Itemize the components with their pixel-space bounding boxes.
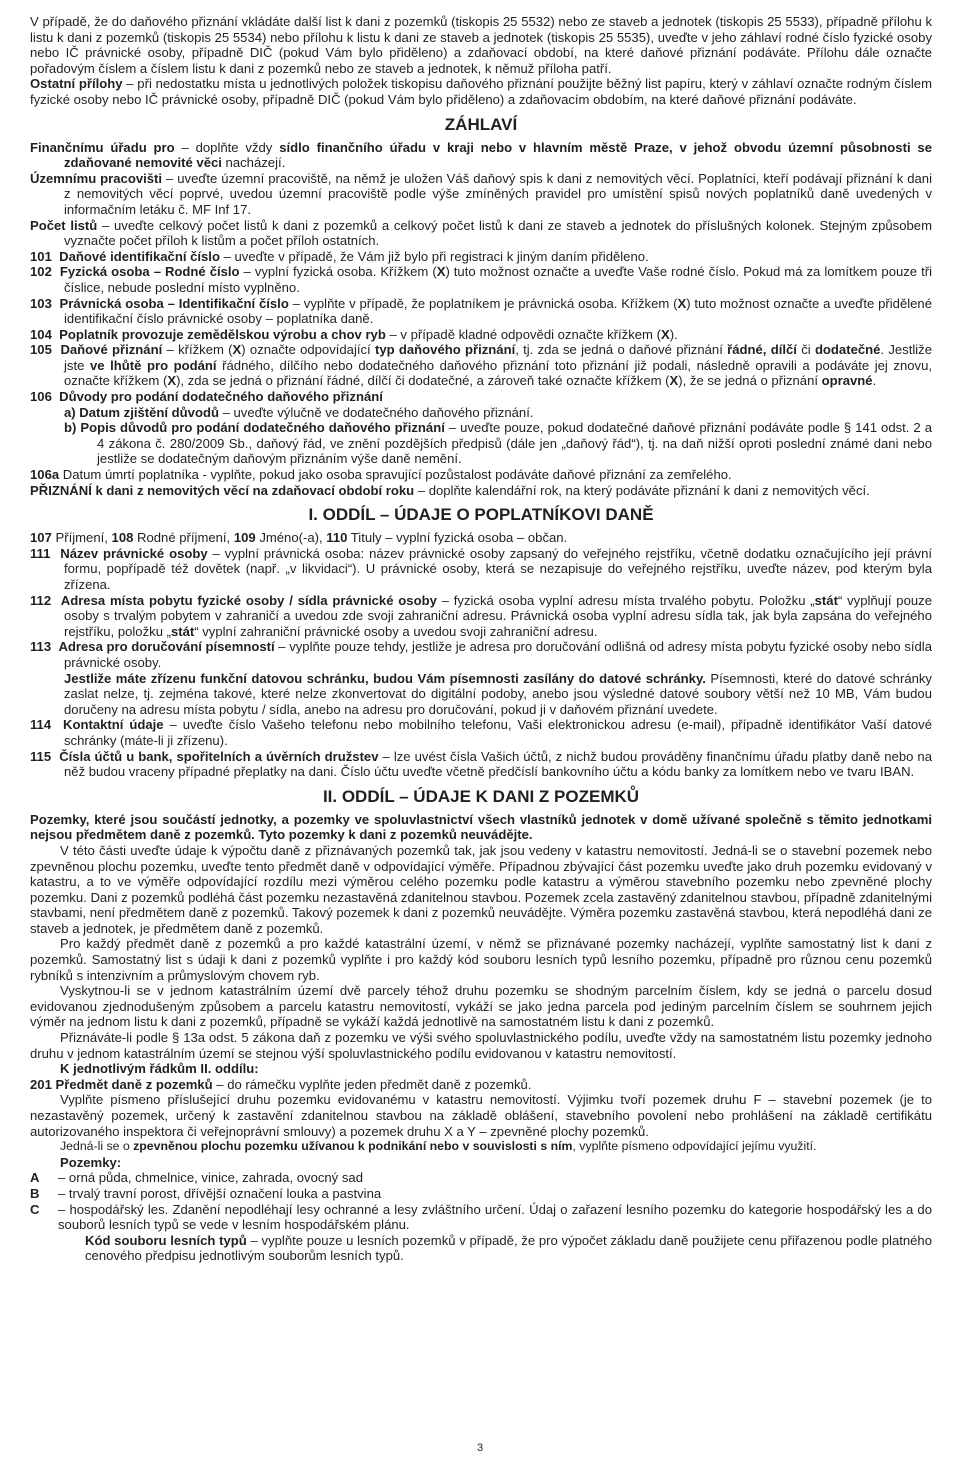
row-number: 106 bbox=[30, 389, 52, 405]
row-label: Fyzická osoba – Rodné číslo bbox=[59, 264, 240, 280]
row-text: ) tuto možnost označte a uveďte Vaše rodné číslo. Pokud má za lomítkem pouze tři číslice, nebude poslední místo vyplněno. bbox=[64, 264, 932, 295]
section-2-heading: II. ODDÍL – ÚDAJE K DANI Z POZEMKŮ bbox=[322, 786, 640, 806]
pocet-listu-paragraph bbox=[30, 218, 932, 249]
row-number: 103 bbox=[30, 295, 52, 311]
row-201-paragraph-2 bbox=[30, 1139, 932, 1155]
other-attachments-label: Ostatní přílohy bbox=[30, 76, 123, 92]
legend-key: C bbox=[30, 1201, 40, 1217]
row-114 bbox=[30, 717, 932, 748]
priznani-paragraph bbox=[30, 483, 932, 499]
row-112 bbox=[30, 593, 932, 640]
row-bold: řádné, dílčí bbox=[727, 342, 797, 358]
row-text: ), zda se jedná o přiznání řádné, dílčí či dodatečné, a zároveň také označte křížkem ( bbox=[176, 373, 670, 389]
row-text: “ vyplňují pouze osoby s trvalým pobytem v zahraničí a uvedou zde svoji zahraniční adresu. Právnická osoba vyplní adresu sídla tak, jak byla zapsána do veřejného rejstříku, položku „ bbox=[64, 592, 932, 639]
row-number: 111 bbox=[30, 545, 51, 561]
financni-urad-bold: sídlo finančního úřadu v kraji nebo v hlavním městě Praze, v jehož obvodu územní působnosti se zdaňované nemovité věci bbox=[64, 139, 932, 171]
other-attachments-paragraph bbox=[30, 76, 932, 107]
row-bold: opravné bbox=[821, 373, 873, 389]
row-label: Čísla účtů u bank, spořitelních a úvěrních družstev bbox=[59, 748, 379, 764]
row-106-a bbox=[30, 405, 932, 421]
row-number: 108 bbox=[111, 530, 134, 546]
legend-text: trvalý travní porost, dřívější označení louka a pastvina bbox=[68, 1185, 382, 1201]
other-attachments-text: – při nedostatku místa u jednotlivých položek tiskopisu daňového přiznání použijte běžný list papíru, který v záhlaví označte rodným číslem fyzické osoby nebo IČ právnické osoby, případně DIČ (pokud Vám bylo přiděleno) a zdaňovacím obdobím, na které daňové přiznání podáváte. bbox=[30, 76, 932, 107]
section-1-heading: I. ODDÍL – ÚDAJE O POPLATNÍKOVI DANĚ bbox=[308, 505, 654, 525]
row-106a bbox=[30, 467, 932, 483]
uzemni-pracoviste-text: – uveďte územní pracoviště, na němž je uložen Váš daňový spis k dani z nemovitých věcí. Poplatníci, kteří podávají přiznání k dani z nemovitých věcí poprvé, uvedou územní pracoviště podle výše zmíněných pravidel pro umístění spisů nových poplatníků daně uvedených v informačním letáku č. MF Inf 17. bbox=[64, 170, 932, 217]
row-label: a) Datum zjištění důvodů bbox=[64, 404, 219, 420]
row-number: 104 bbox=[30, 326, 52, 342]
row-107-110 bbox=[30, 530, 932, 546]
intro-text: V případě, že do daňového přiznání vkládáte další list k dani z pozemků (tiskopis 25 5532) nebo ze staveb a jednotek (tiskopis 25 5533), případně přílohu k listu k dani z pozemků (tiskopis 25 5534) nebo přílohu k listu k dani ze staveb a jednotek (tiskopis 25 5535), uveďte v jeho záhlaví rodné číslo fyzické osoby nebo IČ právnické osoby, případně DIČ (pokud Vám bylo přiděleno) a zdaňovací období, na které daňové přiznání podáváte. Přílohu dále označte pořadovým číslem a číslem listu k dani z pozemků nebo ze staveb a jednotek, k němuž příloha patří. bbox=[30, 14, 932, 76]
legend-key: A bbox=[30, 1170, 40, 1186]
pocet-listu-label: Počet listů bbox=[30, 217, 98, 233]
row-text: řádného, dílčího nebo dodatečného daňového přiznání toto přiznání již podali, následně opravili a podáváte jej znovu, označte křížkem ( bbox=[64, 357, 932, 389]
legend-separator: – bbox=[58, 1170, 69, 1186]
row-text: Jedná-li se o bbox=[60, 1139, 134, 1154]
row-text: ) označte odpovídající bbox=[241, 342, 375, 358]
row-text: ), že se jedná o přiznání bbox=[678, 373, 822, 389]
row-text: – vyplní právnická osoba: název právnické osoby zapsaný do veřejného rejstříku, včetně dodatku označujícího její právní formu, popřípadě též dovětek (např. „v likvidaci“). U právnické osoby, která se nezapisuje do veřejného rejstříku, uveďte název, pod kterým byla zřízena. bbox=[64, 545, 932, 592]
section-2-lead: Pozemky, které jsou součástí jednotky, a pozemky ve spoluvlastnictví všech vlastníků jednotek v domě užívané společně s těmito jednotkami nejsou předmětem daně z pozemků. Tyto pozemky k dani z pozemků neuvádějte. bbox=[30, 811, 932, 843]
row-text: – vyplňte pouze tehdy, jestliže je adresa pro doručování odlišná od adresy místa pobytu fyzické osoby nebo sídla právnické osoby. bbox=[64, 639, 932, 670]
row-101 bbox=[30, 249, 932, 265]
financni-urad-text: – doplňte vždy bbox=[174, 139, 280, 155]
row-115 bbox=[30, 749, 932, 780]
row-number: 102 bbox=[30, 264, 52, 280]
cross-mark: X bbox=[669, 373, 679, 389]
legend-separator: – bbox=[58, 1201, 70, 1217]
row-text: či bbox=[796, 342, 815, 358]
row-number: 107 bbox=[30, 530, 52, 546]
row-text: – uveďte číslo Vašeho telefonu nebo mobilního telefonu, Vaši elektronickou adresu (e-mail), případně identifikátor Vaší datové schránky (máte-li ji zřízenu). bbox=[64, 717, 932, 748]
uzemni-pracoviste-label: Územnímu pracovišti bbox=[30, 170, 163, 186]
row-label: Adresa místa pobytu fyzické osoby / sídla právnické osoby bbox=[60, 592, 437, 608]
row-bold: ve lhůtě pro podání bbox=[89, 357, 217, 373]
priznani-label: PŘIZNÁNÍ k dani z nemovitých věcí na zdaňovací období roku bbox=[30, 482, 415, 498]
row-label: b) Popis důvodů pro podání dodatečného daňového přiznání bbox=[64, 420, 445, 436]
row-105 bbox=[30, 342, 932, 389]
land-type-legend bbox=[30, 1170, 932, 1232]
row-text: ). bbox=[669, 326, 678, 342]
row-text: Jméno(-a), bbox=[255, 530, 327, 546]
row-201 bbox=[30, 1077, 932, 1093]
row-text: . bbox=[872, 373, 877, 389]
row-text: . Jestliže jste bbox=[64, 342, 933, 373]
row-102 bbox=[30, 264, 932, 295]
row-text: , tj. zda se jedná o daňové přiznání bbox=[515, 342, 728, 358]
row-104 bbox=[30, 327, 932, 343]
document-page bbox=[30, 14, 932, 1264]
row-103 bbox=[30, 296, 932, 327]
row-201-paragraph-1: Vyplňte písmeno příslušející druhu pozemku evidovanému v katastru nemovitostí. Výjimku tvoří pozemek druhu F – stavební pozemek (je to nezastavěný pozemek, určený k zastavění zdanitelnou stavbou na základě oblášení, stavebního povolení nebo prohlášení na základě certifikátu autorizovaného inspektora či veřejnoprávní smlouvy) a pozemek druhu X a Y – zpevněné plochy pozemků. bbox=[30, 1092, 932, 1139]
row-number: 113 bbox=[30, 639, 52, 655]
intro-paragraph bbox=[30, 14, 932, 76]
row-text: ) tuto možnost označte a uveďte přidělené identifikační číslo právnické osoby – poplatníka daně. bbox=[64, 295, 932, 327]
section-2-paragraph-1: V této části uveďte údaje k výpočtu daně z přiznávaných pozemků tak, jak jsou vedeny v katastru nemovitostí. Jedná-li se o stavební pozemek nebo zpevněnou plochu pozemku, uveďte tento předmět daně v odpovídající výměře. Případnou zbývající část pozemku uveďte jako druh pozemku evidovaný v katastru, a to ve výměře odpovídající rozdílu mezi výměrou celého pozemku podle katastru a výměrou stavebního pozemku nebo zpevněné plochy pozemku. Dani z pozemků podléhá část pozemku nezastavěná zdanitelnou stavbou. Pozemek zcela zastavěný zdanitelnou stavbou, případně zdanitelnými stavbami, není předmětem daně z pozemků. Takový pozemek k dani z pozemků neuvádějte. Výměra pozemku zastavěná stavbou, která nepodléhá dani ze staveb a jednotek, je předmětem daně z pozemků. bbox=[30, 842, 932, 936]
page-number: 3 bbox=[476, 1442, 484, 1454]
legend-item-c bbox=[30, 1202, 932, 1233]
row-label: Kontaktní údaje bbox=[63, 717, 164, 733]
row-label: Adresa pro doručování písemností bbox=[58, 639, 275, 655]
kod-text: – vyplňte pouze u lesních pozemků v případě, že pro výpočet základu daně použijete cenu přiřazenou podle platného cenového předpisu jednotlivým souborům lesních typů. bbox=[85, 1232, 932, 1264]
row-text: – vyplní fyzická osoba. Křížkem ( bbox=[239, 264, 437, 280]
row-bold: dodatečné bbox=[814, 342, 881, 358]
row-113-datova-schranka bbox=[30, 671, 932, 718]
row-text: – uveďte v případě, že Vám již bylo při registraci k jiným daním přiděleno. bbox=[219, 248, 649, 264]
financni-urad-paragraph bbox=[30, 140, 932, 171]
row-label: Důvody pro podání dodatečného daňového přiznání bbox=[59, 389, 383, 405]
row-number: 101 bbox=[30, 248, 52, 264]
row-number: 115 bbox=[30, 748, 52, 764]
row-label: Právnická osoba – Identifikační číslo bbox=[59, 295, 289, 311]
row-text: – uveďte výlučně bbox=[218, 404, 326, 420]
cross-mark: X bbox=[167, 373, 177, 389]
section-2-paragraph-3: Vyskytnou-li se v jednom katastrálním území dvě parcely téhož druhu pozemku se shodným parcelním číslem, kdy se jedná o parcelu dosud evidovanou zjednodušeným způsobem a parcelu katastru nemovitostí, vykáží se jako jedna parcela pod jediným parcelním číslem se souhrnem jejich výměr na jednom listu k dani z pozemků, případně se vykáží každá jednotlivě na samostatném listu k dani z pozemků. bbox=[30, 983, 932, 1030]
legend-separator: – bbox=[58, 1185, 69, 1201]
cross-mark: X bbox=[677, 295, 687, 311]
legend-key: B bbox=[30, 1185, 40, 1201]
row-bold: zpevněnou plochu pozemku užívanou k podnikání nebo v souvislosti s ním bbox=[133, 1139, 573, 1154]
row-text: , vyplňte písmeno odpovídající jejímu využití. bbox=[572, 1139, 817, 1154]
row-number: 110 bbox=[326, 530, 348, 546]
row-bold: stát bbox=[814, 592, 838, 608]
uzemni-pracoviste-paragraph bbox=[30, 171, 932, 218]
row-text: – uveďte pouze, pokud dodatečné daňové přiznání podáváte podle § 141 odst. 2 a 4 zákona č. 280/2009 Sb., daňový řád, ve znění pozdějších předpisů (dále jen „daňový řád“), tj. na daň nižší oproti poslední známé dani nebo jestliže se dodatečným daňovým přiznáním výše daně nemění. bbox=[97, 420, 933, 467]
row-label: Daňové identifikační číslo bbox=[59, 248, 220, 264]
row-number: 109 bbox=[233, 530, 256, 546]
rows-heading: K jednotlivým řádkům II. oddílu: bbox=[60, 1061, 259, 1077]
row-text: ve dodatečného daňového přiznání. bbox=[325, 404, 534, 420]
row-text: Datum úmrtí poplatníka - vyplňte, pokud jako osoba spravující pozůstalost podáváte daňové přiznání za zemřelého. bbox=[59, 467, 732, 483]
row-text: “ vyplní zahraniční právnické osoby a uvedou svoji zahraniční adresu. bbox=[194, 623, 598, 639]
row-text: Příjmení, bbox=[51, 530, 112, 546]
row-label: 201 Předmět daně z pozemků bbox=[30, 1076, 213, 1092]
zahlavi-heading: ZÁHLAVÍ bbox=[444, 114, 518, 134]
row-number: 105 bbox=[30, 342, 52, 358]
financni-urad-text-end: nacházejí. bbox=[221, 155, 286, 171]
section-2-paragraph-4: Přiznáváte-li podle § 13a odst. 5 zákona daň z pozemku ve výši svého spoluvlastnického podílu, uveďte vždy na samostatném listu pozemky jednoho druhu v jednom katastrálním území se stejnou výší spoluvlastnického podílu evidovanou v katastru nemovitostí. bbox=[30, 1030, 932, 1061]
row-text: – do rámečku vyplňte jeden předmět daně z pozemků. bbox=[212, 1076, 532, 1092]
row-text: Tituly – vyplní fyzická osoba – občan. bbox=[347, 530, 568, 546]
legend-item-a bbox=[30, 1170, 932, 1186]
row-106-b bbox=[30, 420, 932, 467]
row-106 bbox=[30, 389, 932, 405]
row-text: – v případě kladné odpovědi označte křížkem ( bbox=[385, 326, 661, 342]
kod-label: Kód souboru lesních typů bbox=[85, 1232, 247, 1248]
row-label: Název právnické osoby bbox=[60, 545, 208, 561]
cross-mark: X bbox=[232, 342, 242, 358]
legend-item-b bbox=[30, 1186, 932, 1202]
row-bold: typ daňového přiznání bbox=[374, 342, 516, 358]
row-bold: Jestliže máte zřízenu funkční datovou schránku, budou Vám písemnosti zasílány do datové schránky. bbox=[64, 670, 706, 686]
legend-text: hospodářský les. Zdanění nepodléhají lesy ochranné a lesy zvláštního určení. Údaj o zařazení lesního pozemku do kategorie hospodářský les a do souborů lesních typů se vede v lesním hospodářském plánu. bbox=[58, 1201, 932, 1233]
row-113 bbox=[30, 639, 932, 670]
row-text: – křížkem ( bbox=[162, 342, 233, 358]
row-number: 106a bbox=[30, 467, 60, 483]
priznani-text: – doplňte kalendářní rok, na který podáváte přiznání k dani z nemovitých věcí. bbox=[414, 482, 870, 498]
row-number: 112 bbox=[30, 592, 52, 608]
financni-urad-label: Finančnímu úřadu pro bbox=[30, 139, 175, 155]
row-text: – lze uvést čísla Vašich účtů, z nichž budou prováděny finančnímu úřadu platby daně nebo na něž budou vraceny případné přeplatky na dani. Číslo účtu uveďte včetně předčíslí bankovního účtu a kódu banky za lomítkem nebo ve tvaru IBAN. bbox=[64, 748, 932, 780]
row-label: Daňové přiznání bbox=[60, 342, 163, 358]
pozemky-heading: Pozemky: bbox=[60, 1154, 122, 1170]
row-number: 114 bbox=[30, 717, 52, 733]
row-111 bbox=[30, 546, 932, 593]
cross-mark: X bbox=[660, 326, 670, 342]
row-text: Písemnosti, které do datové schránky zaslat nelze, tj. zejména takové, které nelze zkonvertovat do digitální podoby, anebo jsou výsledné datové soubory větší než 10 MB, Vám budou doručeny na adresu místa pobytu / sídla, anebo na adresu pro doručování, pokud ji v daňovém přiznání uvedete. bbox=[64, 670, 932, 717]
legend-text: orná půda, chmelnice, vinice, zahrada, ovocný sad bbox=[68, 1170, 363, 1186]
section-2-paragraph-2: Pro každý předmět daně z pozemků a pro každé katastrální území, v němž se přiznávané pozemky nacházejí, vyplňte samostatný list k dani z pozemků. Samostatný list s údaji k dani z pozemků vyplňte i pro každý kód souboru lesních typů lesního pozemku, případně pro různou cenu pozemků rybníků s intenzivním a průmyslovým chovem ryb. bbox=[30, 936, 932, 983]
row-text: Rodné příjmení, bbox=[133, 530, 234, 546]
row-text: – vyplňte v případě, že poplatníkem je právnická osoba. Křížkem ( bbox=[288, 295, 678, 311]
row-bold: stát bbox=[170, 623, 195, 639]
pocet-listu-text: – uveďte celkový počet listů k dani z pozemků a celkový počet listů k dani ze staveb a jednotek do příslušných kolonek. Stejným způsobem vyznačte počet příloh k listům a počet příloh ostatních. bbox=[64, 217, 932, 249]
row-label: Poplatník provozuje zemědělskou výrobu a chov ryb bbox=[59, 326, 386, 342]
cross-mark: X bbox=[436, 264, 446, 280]
row-text: – fyzická osoba vyplní adresu místa trvalého pobytu. Položku „ bbox=[436, 592, 815, 608]
kod-souboru-paragraph bbox=[30, 1233, 932, 1264]
